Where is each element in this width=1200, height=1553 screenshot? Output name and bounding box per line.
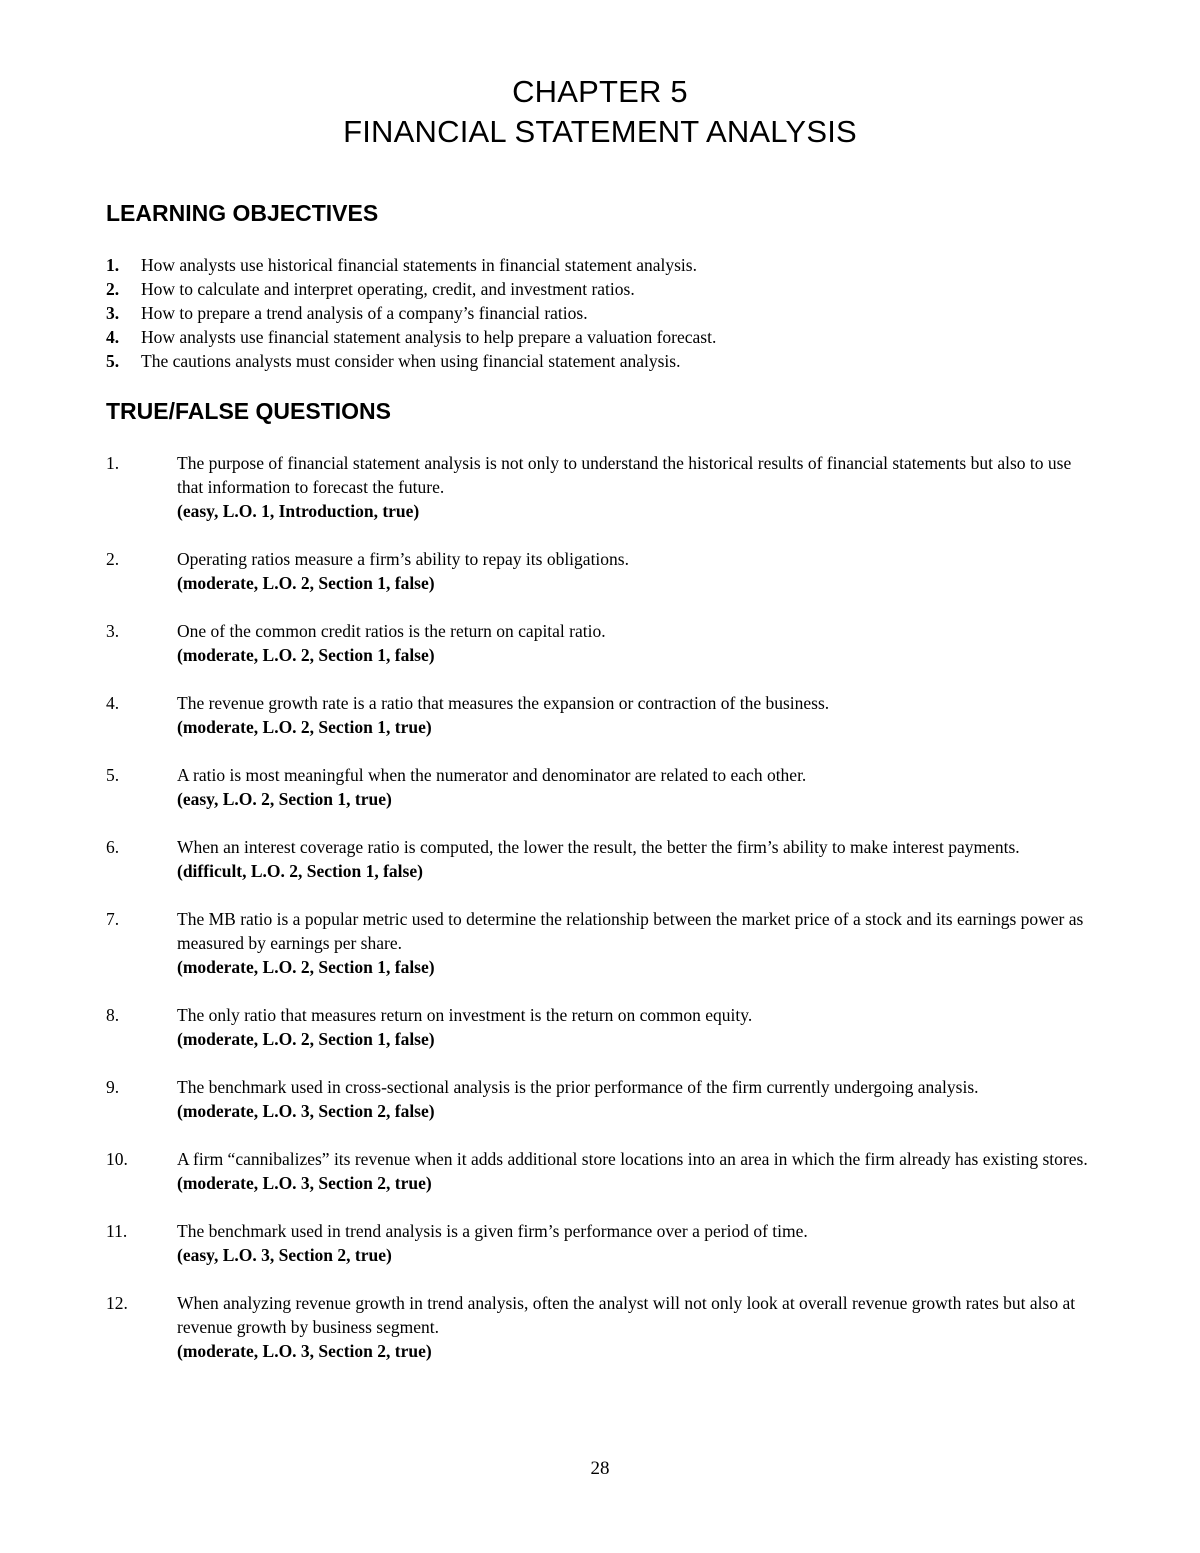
question-number: 1.: [106, 453, 120, 473]
question-item: [106, 1219, 1096, 1267]
true-false-heading: TRUE/FALSE QUESTIONS: [106, 398, 391, 424]
question-answer-meta: (easy, L.O. 1, Introduction, true): [177, 501, 420, 521]
question-number: 12.: [106, 1293, 128, 1313]
objective-number: 2.: [106, 279, 120, 299]
question-answer-meta: (moderate, L.O. 3, Section 2, true): [177, 1341, 432, 1361]
objective-number: 1.: [106, 255, 120, 275]
learning-objectives-list: [106, 253, 1106, 373]
chapter-header: [0, 72, 1200, 152]
objective-text: How analysts use historical financial statements in financial statement analysis.: [141, 255, 697, 275]
question-answer-meta: (moderate, L.O. 2, Section 1, true): [177, 717, 432, 737]
question-number: 8.: [106, 1005, 120, 1025]
question-text: The MB ratio is a popular metric used to determine the relationship between the market price of a stock and its earnings power as measured by earnings per share.: [177, 909, 1084, 953]
question-text: When an interest coverage ratio is computed, the lower the result, the better the firm’s ability to make interest payments.: [177, 837, 1020, 857]
question-number: 11.: [106, 1221, 128, 1241]
objective-number: 4.: [106, 327, 120, 347]
question-item: [106, 835, 1096, 883]
question-text: The revenue growth rate is a ratio that measures the expansion or contraction of the business.: [177, 693, 830, 713]
question-text: When analyzing revenue growth in trend analysis, often the analyst will not only look at overall revenue growth rates but also at revenue growth by business segment.: [177, 1293, 1076, 1337]
objective-number: 3.: [106, 303, 120, 323]
question-answer-meta: (easy, L.O. 2, Section 1, true): [177, 789, 392, 809]
question-item: [106, 547, 1096, 595]
question-answer-meta: (moderate, L.O. 2, Section 1, false): [177, 573, 435, 593]
question-text: Operating ratios measure a firm’s ability to repay its obligations.: [177, 549, 629, 569]
question-item: [106, 1003, 1096, 1051]
question-text: A ratio is most meaningful when the numerator and denominator are related to each other.: [177, 765, 807, 785]
question-item: [106, 1075, 1096, 1123]
question-number: 10.: [106, 1149, 128, 1169]
question-item: [106, 691, 1096, 739]
question-answer-meta: (moderate, L.O. 3, Section 2, true): [177, 1173, 432, 1193]
objective-number: 5.: [106, 351, 120, 371]
objective-item: [106, 301, 1106, 325]
question-text: The purpose of financial statement analysis is not only to understand the historical results of financial statements but also to use that information to forecast the future.: [177, 453, 1072, 497]
question-text: One of the common credit ratios is the return on capital ratio.: [177, 621, 606, 641]
chapter-title: FINANCIAL STATEMENT ANALYSIS: [343, 114, 857, 149]
question-answer-meta: (difficult, L.O. 2, Section 1, false): [177, 861, 423, 881]
objective-text: The cautions analysts must consider when using financial statement analysis.: [141, 351, 681, 371]
objective-item: [106, 325, 1106, 349]
objective-item: [106, 277, 1106, 301]
question-answer-meta: (moderate, L.O. 2, Section 1, false): [177, 957, 435, 977]
objective-item: [106, 253, 1106, 277]
question-item: [106, 907, 1096, 979]
question-answer-meta: (moderate, L.O. 2, Section 1, false): [177, 1029, 435, 1049]
question-item: [106, 451, 1096, 523]
page-number: 28: [590, 1458, 610, 1479]
question-number: 6.: [106, 837, 120, 857]
question-number: 7.: [106, 909, 120, 929]
question-number: 2.: [106, 549, 120, 569]
question-item: [106, 763, 1096, 811]
question-number: 3.: [106, 621, 120, 641]
question-answer-meta: (easy, L.O. 3, Section 2, true): [177, 1245, 392, 1265]
question-item: [106, 1291, 1096, 1363]
question-item: [106, 1147, 1096, 1195]
question-item: [106, 619, 1096, 667]
question-number: 5.: [106, 765, 120, 785]
question-number: 9.: [106, 1077, 120, 1097]
objective-item: [106, 349, 1106, 373]
objective-text: How analysts use financial statement analysis to help prepare a valuation forecast.: [141, 327, 717, 347]
question-answer-meta: (moderate, L.O. 3, Section 2, false): [177, 1101, 435, 1121]
objective-text: How to calculate and interpret operating, credit, and investment ratios.: [141, 279, 635, 299]
question-text: The only ratio that measures return on investment is the return on common equity.: [177, 1005, 753, 1025]
chapter-number: CHAPTER 5: [512, 74, 688, 109]
objective-text: How to prepare a trend analysis of a company’s financial ratios.: [141, 303, 588, 323]
true-false-question-list: [106, 451, 1096, 1387]
question-answer-meta: (moderate, L.O. 2, Section 1, false): [177, 645, 435, 665]
learning-objectives-heading: LEARNING OBJECTIVES: [106, 200, 379, 226]
question-text: The benchmark used in trend analysis is a given firm’s performance over a period of time.: [177, 1221, 808, 1241]
question-text: A firm “cannibalizes” its revenue when it adds additional store locations into an area in which the firm already has existing stores.: [177, 1149, 1088, 1169]
question-text: The benchmark used in cross-sectional analysis is the prior performance of the firm currently undergoing analysis.: [177, 1077, 979, 1097]
question-number: 4.: [106, 693, 120, 713]
